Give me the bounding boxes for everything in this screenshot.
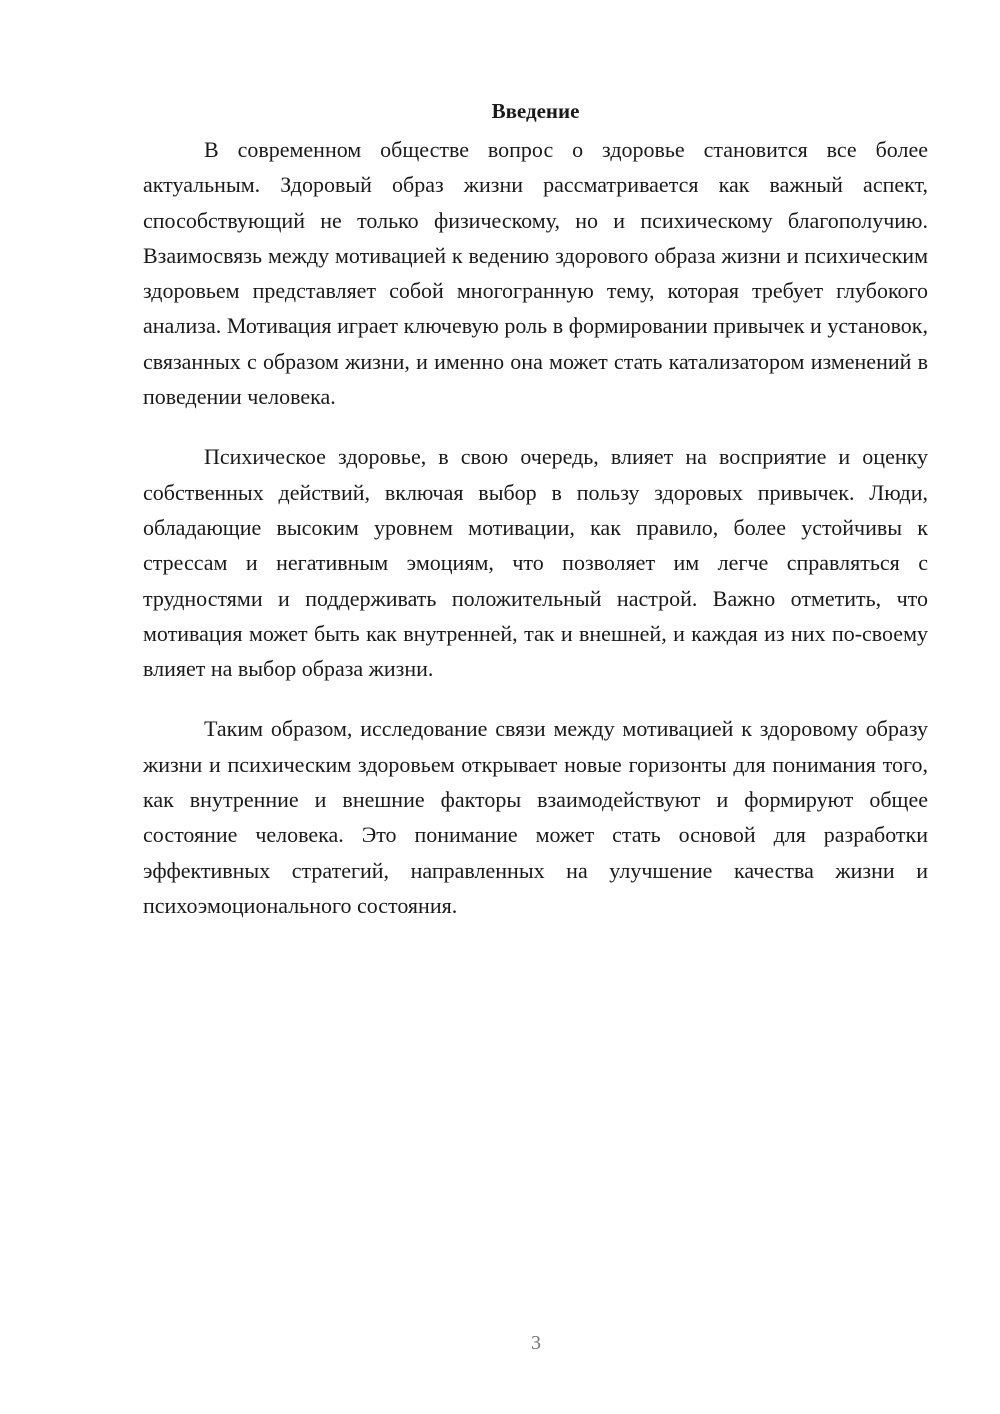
paragraph-2: Психическое здоровье, в свою очередь, влияет на восприятие и оценку собственных действий, включая выбор в пользу здоровых привычек. Люди, обладающие высоким уровнем мотивации, как правило, более устойчивы к стрессам и негативным эмоциям, что позволяет им легче справляться с трудностями и поддерживать положительный настрой. Важно отметить, что мотивация может быть как внутренней, так и внешней, и каждая из них по-своему влияет на выбор образа жизни. [143, 444, 928, 682]
page-number: 3 [531, 1332, 541, 1354]
paragraph-1: В современном обществе вопрос о здоровье становится все более актуальным. Здоровый образ жизни рассматривается как важный аспект, способствующий не только физическому, но и психическому благополучию. Взаимосвязь между мотивацией к ведению здорового образа жизни и психическим здоровьем представляет собой многогранную тему, которая требует глубокого анализа. Мотивация играет ключевую роль в формировании привычек и установок, связанных с образом жизни, и именно она может стать катализатором изменений в поведении человека. [143, 137, 928, 410]
page-content [143, 96, 928, 948]
paragraph-3: Таким образом, исследование связи между мотивацией к здоровому образу жизни и психическим здоровьем открывает новые горизонты для понимания того, как внутренние и внешние факторы взаимодействуют и формируют общее состояние человека. Это понимание может стать основой для разработки эффективных стратегий, направленных на улучшение качества жизни и психоэмоционального состояния. [143, 716, 928, 918]
section-title: Введение [491, 99, 580, 123]
